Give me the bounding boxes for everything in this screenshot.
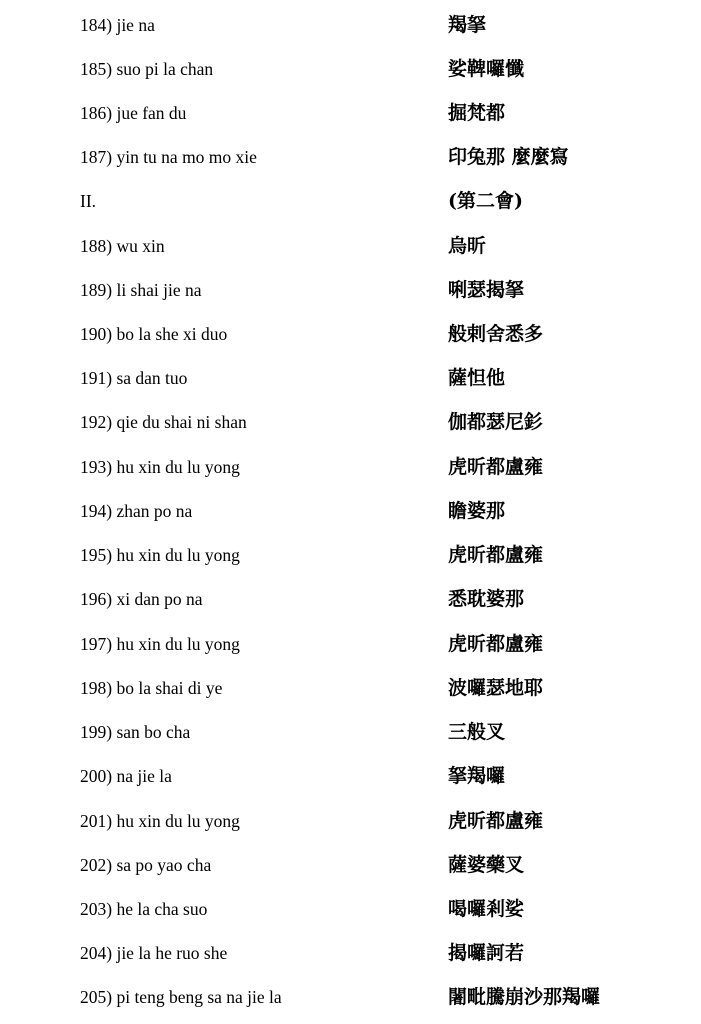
romanization: 188) wu xin [80, 236, 165, 256]
section-heading-row [0, 189, 701, 221]
romanization: 190) bo la she xi duo [80, 324, 228, 344]
chinese-text: 虎昕都盧雍 [448, 456, 544, 478]
romanization: 193) hu xin du lu yong [80, 457, 240, 477]
verse-row [0, 499, 701, 531]
verse-row [0, 278, 701, 310]
romanization: 194) zhan po na [80, 501, 193, 521]
romanization: 196) xi dan po na [80, 589, 203, 609]
verse-row [0, 322, 701, 354]
verse-row [0, 366, 701, 398]
romanization: 189) li shai jie na [80, 280, 202, 300]
verse-row [0, 234, 701, 266]
chinese-text: 虎昕都盧雍 [448, 810, 544, 832]
romanization: 186) jue fan du [80, 103, 187, 123]
chinese-text: 喝囉剎娑 [448, 898, 525, 920]
romanization: 198) bo la shai di ye [80, 678, 223, 698]
romanization: 202) sa po yao cha [80, 855, 212, 875]
chinese-text: 拏羯囉 [448, 765, 506, 787]
romanization: 199) san bo cha [80, 722, 191, 742]
romanization: 205) pi teng beng sa na jie la [80, 987, 282, 1007]
romanization: 191) sa dan tuo [80, 368, 188, 388]
verse-row [0, 543, 701, 575]
chinese-text: 揭囉訶若 [448, 942, 525, 964]
chinese-text: 般剌舍悉多 [448, 323, 544, 345]
romanization: 195) hu xin du lu yong [80, 545, 240, 565]
chinese-text: 薩怛他 [448, 367, 506, 389]
verse-row [0, 101, 701, 133]
verse-row [0, 410, 701, 442]
chinese-text: 烏昕 [448, 235, 487, 257]
verse-row [0, 720, 701, 752]
chinese-text: 瞻婆那 [448, 500, 506, 522]
section-title: (第二會) [448, 190, 523, 212]
verse-row [0, 13, 701, 45]
romanization: 204) jie la he ruo she [80, 943, 228, 963]
verse-row [0, 587, 701, 619]
chinese-text: 悉耽婆那 [448, 588, 525, 610]
romanization: 200) na jie la [80, 766, 172, 786]
verse-row [0, 455, 701, 487]
verse-row [0, 632, 701, 664]
verse-row [0, 985, 701, 1017]
chinese-text: 羯拏 [448, 14, 487, 36]
verse-row [0, 676, 701, 708]
section-number: II. [80, 191, 97, 211]
chinese-text: 唎瑟揭拏 [448, 279, 525, 301]
verse-row [0, 809, 701, 841]
romanization: 192) qie du shai ni shan [80, 412, 247, 432]
verse-row [0, 853, 701, 885]
romanization: 197) hu xin du lu yong [80, 634, 240, 654]
romanization: 184) jie na [80, 15, 155, 35]
chinese-text: 伽都瑟尼釤 [448, 411, 544, 433]
chinese-text: 印兔那 麼麼寫 [448, 146, 569, 168]
romanization: 187) yin tu na mo mo xie [80, 147, 257, 167]
verse-row [0, 764, 701, 796]
verse-row [0, 145, 701, 177]
chinese-text: 薩婆藥叉 [448, 854, 525, 876]
chinese-text: 掘梵都 [448, 102, 506, 124]
chinese-text: 三般叉 [448, 721, 506, 743]
romanization: 203) he la cha suo [80, 899, 208, 919]
verse-row [0, 57, 701, 89]
chinese-text: 娑鞞囉懺 [448, 58, 525, 80]
chinese-text: 闍毗騰崩沙那羯囉 [448, 986, 601, 1008]
romanization: 201) hu xin du lu yong [80, 811, 240, 831]
chinese-text: 虎昕都盧雍 [448, 633, 544, 655]
verse-row [0, 941, 701, 973]
chinese-text: 虎昕都盧雍 [448, 544, 544, 566]
verse-row [0, 897, 701, 929]
chinese-text: 波囉瑟地耶 [448, 677, 544, 699]
romanization: 185) suo pi la chan [80, 59, 214, 79]
